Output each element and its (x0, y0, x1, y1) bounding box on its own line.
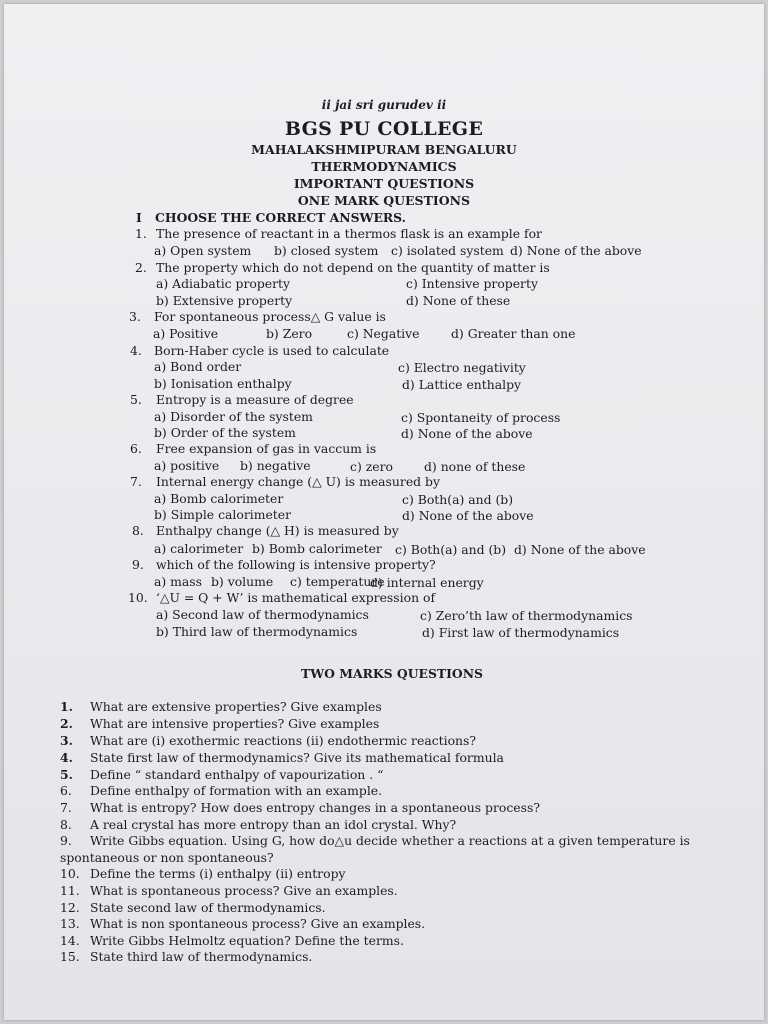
question-text: The property which do not depend on the quantity of matter is (156, 260, 550, 275)
question-number: 7. (60, 800, 72, 815)
question-text: What is non spontaneous process? Give an examples. (90, 916, 426, 931)
option: b) Simple calorimeter (154, 507, 292, 522)
question-number: 8. (132, 523, 144, 538)
option: a) Bond order (154, 359, 242, 374)
question-number: 6. (130, 441, 142, 456)
document-type: IMPORTANT QUESTIONS (293, 176, 475, 191)
question-text: State first law of thermodynamics? Give its mathematical formula (90, 750, 504, 765)
option: d) None of the above (402, 508, 534, 523)
option: c) Electro negativity (398, 360, 526, 375)
question-text: Define the terms (i) enthalpy (ii) entropy (90, 866, 346, 881)
question-number: 15. (60, 949, 80, 964)
subject-title: THERMODYNAMICS (311, 159, 457, 174)
option: b) Order of the system (154, 425, 296, 440)
question-text: which of the following is intensive property? (156, 557, 436, 572)
option: d) None of the above (401, 426, 533, 441)
question-number: 10. (128, 590, 148, 605)
option: a) Disorder of the system (154, 409, 313, 424)
question-number: 8. (60, 817, 72, 832)
option: d) Greater than one (451, 326, 576, 341)
question-text: ‘△U = Q + W’ is mathematical expression of (156, 590, 436, 605)
option: d) None of the above (510, 243, 642, 258)
question-text: Free expansion of gas in vaccum is (156, 441, 377, 456)
question-text: What are intensive properties? Give examples (90, 716, 380, 731)
option: b) closed system (274, 243, 379, 258)
question-text: State third law of thermodynamics. (90, 949, 313, 964)
option: d) internal energy (370, 575, 484, 590)
option: b) volume (211, 574, 274, 589)
question-number: 11. (60, 883, 80, 898)
motto: ii jai sri gurudev ii (321, 98, 447, 112)
option: a) Positive (153, 326, 219, 341)
question-number: 10. (60, 866, 80, 881)
option: b) Extensive property (156, 293, 293, 308)
question-number: 3. (60, 733, 73, 748)
college-name: BGS PU COLLEGE (284, 118, 484, 140)
section-title-one-mark: ONE MARK QUESTIONS (297, 193, 471, 208)
option: c) Zero’th law of thermodynamics (420, 608, 633, 623)
option: c) zero (350, 459, 393, 474)
option: d) None of the above (514, 542, 646, 557)
section-title-two-marks: TWO MARKS QUESTIONS (301, 666, 483, 681)
question-number: 6. (60, 783, 72, 798)
option: b) Ionisation enthalpy (154, 376, 292, 391)
question-number: 9. (60, 833, 72, 848)
question-number: 5. (130, 392, 142, 407)
option: d) Lattice enthalpy (402, 377, 522, 392)
question-number: 1. (135, 226, 147, 241)
question-text: For spontaneous process△ G value is (154, 309, 386, 324)
option: c) isolated system (391, 243, 504, 258)
option: d) none of these (424, 459, 526, 474)
college-location: MAHALAKSHMIPURAM BENGALURU (251, 142, 517, 157)
question-number: 12. (60, 900, 80, 915)
question-number: 3. (129, 309, 141, 324)
question-number: 4. (130, 343, 142, 358)
section-numeral: I (136, 210, 142, 225)
question-text: Entropy is a measure of degree (156, 392, 354, 407)
question-text: Internal energy change (△ U) is measured by (156, 474, 440, 489)
option: c) Negative (347, 326, 420, 341)
question-number: 9. (132, 557, 144, 572)
option: c) Both(a) and (b) (402, 492, 514, 507)
option: c) temperature (290, 574, 385, 589)
question-text: A real crystal has more entropy than an idol crystal. Why? (90, 817, 457, 832)
option: a) Second law of thermodynamics (156, 607, 369, 622)
question-text: State second law of thermodynamics. (90, 900, 326, 915)
question-text: Born-Haber cycle is used to calculate (154, 343, 390, 358)
question-text: Define enthalpy of formation with an example. (90, 783, 383, 798)
question-number: 14. (60, 933, 80, 948)
question-text-continued: spontaneous or non spontaneous? (60, 850, 274, 865)
option: a) positive (154, 458, 220, 473)
question-number: 7. (130, 474, 142, 489)
question-text: What are extensive properties? Give examples (90, 699, 382, 714)
option: a) Adiabatic property (156, 276, 291, 291)
option: a) Bomb calorimeter (154, 491, 284, 506)
question-number: 4. (60, 750, 73, 765)
option: b) Bomb calorimeter (252, 541, 382, 556)
option: b) Zero (266, 326, 313, 341)
option: a) calorimeter (154, 541, 244, 556)
option: c) Intensive property (406, 276, 538, 291)
question-number: 5. (60, 767, 73, 782)
question-number: 2. (135, 260, 147, 275)
option: b) Third law of thermodynamics (156, 624, 358, 639)
question-text: What is spontaneous process? Give an examples. (90, 883, 398, 898)
question-number: 13. (60, 916, 80, 931)
option: c) Both(a) and (b) (395, 542, 507, 557)
option: c) Spontaneity of process (401, 410, 561, 425)
question-text: Enthalpy change (△ H) is measured by (156, 523, 399, 538)
question-text: What are (i) exothermic reactions (ii) endothermic reactions? (90, 733, 477, 748)
option: b) negative (240, 458, 311, 473)
option: d) First law of thermodynamics (422, 625, 620, 640)
question-text: What is entropy? How does entropy changes in a spontaneous process? (90, 800, 540, 815)
question-number: 1. (60, 699, 73, 714)
question-number: 2. (60, 716, 73, 731)
option: a) Open system (154, 243, 252, 258)
question-text: Define “ standard enthalpy of vapourization . “ (90, 767, 384, 782)
section-heading: CHOOSE THE CORRECT ANSWERS. (155, 210, 407, 225)
option: d) None of these (406, 293, 511, 308)
question-text: Write Gibbs Helmoltz equation? Define the terms. (90, 933, 404, 948)
option: a) mass (154, 574, 203, 589)
question-text: The presence of reactant in a thermos flask is an example for (156, 226, 542, 241)
question-paper (4, 4, 764, 1020)
question-text: Write Gibbs equation. Using G, how do△u decide whether a reactions at a given temperature is (90, 833, 690, 848)
